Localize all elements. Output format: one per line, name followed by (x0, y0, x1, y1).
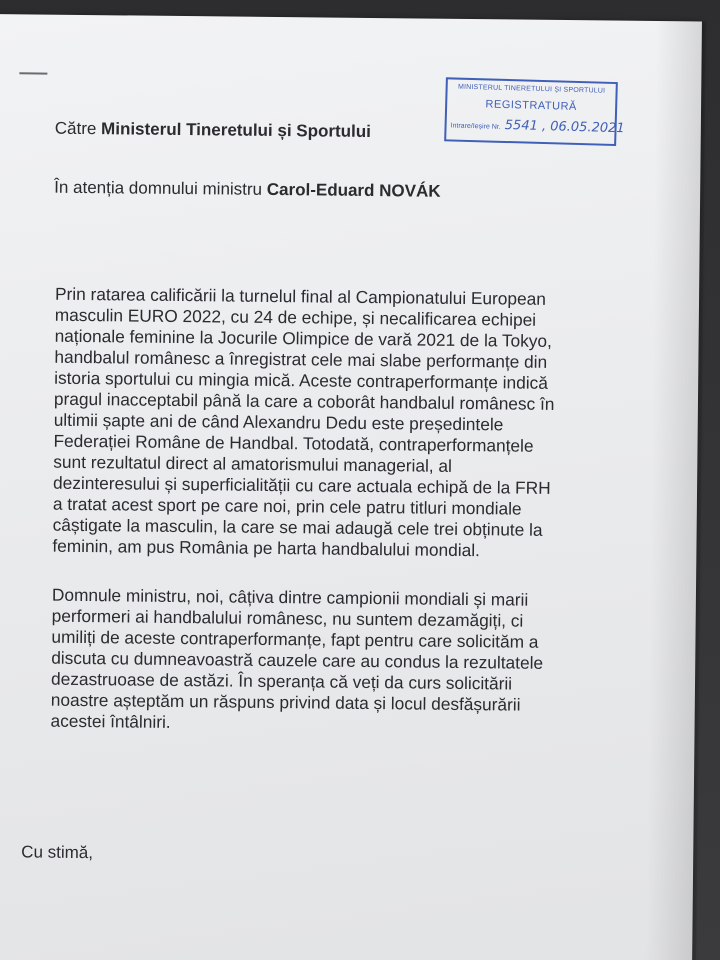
stamp-entry-label: Intrare/Ieșire Nr. (450, 122, 501, 131)
paragraph-line: handbalul românesc a înregistrat cele mai slabe performanțe din (54, 346, 548, 372)
addressee-prefix: Către (54, 118, 97, 139)
letter-paragraph-1 (52, 284, 645, 563)
letter-paragraph-2 (50, 585, 642, 738)
paragraph-line: masculin EURO 2022, cu 24 de echipe, și necalificarea echipei (54, 304, 537, 330)
paragraph-line: istoria sportului cu mingia mică. Aceste contraperformanțe indică (54, 367, 548, 393)
closing-salutation: Cu stimă, (21, 842, 94, 863)
paragraph-line: feminin, am pus România pe harta handbalului mondial. (52, 535, 481, 561)
paragraph-line: dezastruoase de astăzi. În speranța că veți da curs solicitării (50, 668, 513, 694)
paragraph-line: noastre așteptăm un răspuns privind data și locul desfășurării (50, 689, 521, 715)
addressee-line (55, 119, 371, 142)
paragraph-line: umiliți de aceste contraperformanțe, fapt pentru care solicităm a (51, 626, 539, 652)
paragraph-line: discuta cu dumneavoastră cauzele care au condus la rezultatele (51, 647, 544, 673)
paragraph-line: performeri ai handbalului românesc, nu suntem dezamăgiți, ci (51, 605, 524, 631)
paragraph-line: dezinteresului și superficialității cu care actuala echipă de la FRH (52, 472, 551, 498)
paragraph-line: a tratat acest sport pe care noi, prin cele patru titluri mondiale (52, 493, 522, 519)
paragraph-line: pragul inacceptabil până la care a coborât handbalul românesc în (53, 388, 555, 414)
paragraph-line: Federației Române de Handbal. Totodată, contraperformanțele (53, 430, 534, 456)
paragraph-line: sunt rezultatul direct al amatorismului managerial, al (53, 451, 453, 476)
pen-mark (19, 72, 47, 74)
paragraph-line: câștigate la masculin, la care se mai adaugă cele trei obținute la (52, 514, 543, 540)
stamp-registry-label: REGISTRATURĂ (485, 98, 577, 113)
addressee-name: Ministerul Tineretului și Sportului (101, 119, 372, 141)
stamp-entry-number: 5541 , 06.05.2021 (504, 117, 625, 137)
attention-line (54, 178, 441, 202)
paragraph-line: naționale feminine la Jocurile Olimpice de vară 2021 de la Tokyo, (54, 325, 553, 351)
paragraph-line: Domnule ministru, noi, câțiva dintre campionii mondiali și marii (51, 584, 529, 610)
paragraph-line: Prin ratarea calificării la turnelul final al Campionatului European (54, 283, 547, 309)
paragraph-line: ultimii șapte ani de când Alexandru Dedu este președintele (53, 409, 504, 435)
attention-prefix: În atenția domnului ministru (54, 177, 263, 199)
stamp-entry-row (450, 116, 624, 136)
page-shadow (646, 21, 706, 960)
stamp-ministry-name: MINISTERUL TINERETULUI ȘI SPORTULUI (457, 83, 606, 95)
attention-name: Carol-Eduard NOVÁK (266, 179, 441, 201)
paragraph-line: acestei întâlniri. (50, 710, 171, 732)
registry-stamp (444, 77, 625, 146)
letter-page (0, 14, 702, 960)
